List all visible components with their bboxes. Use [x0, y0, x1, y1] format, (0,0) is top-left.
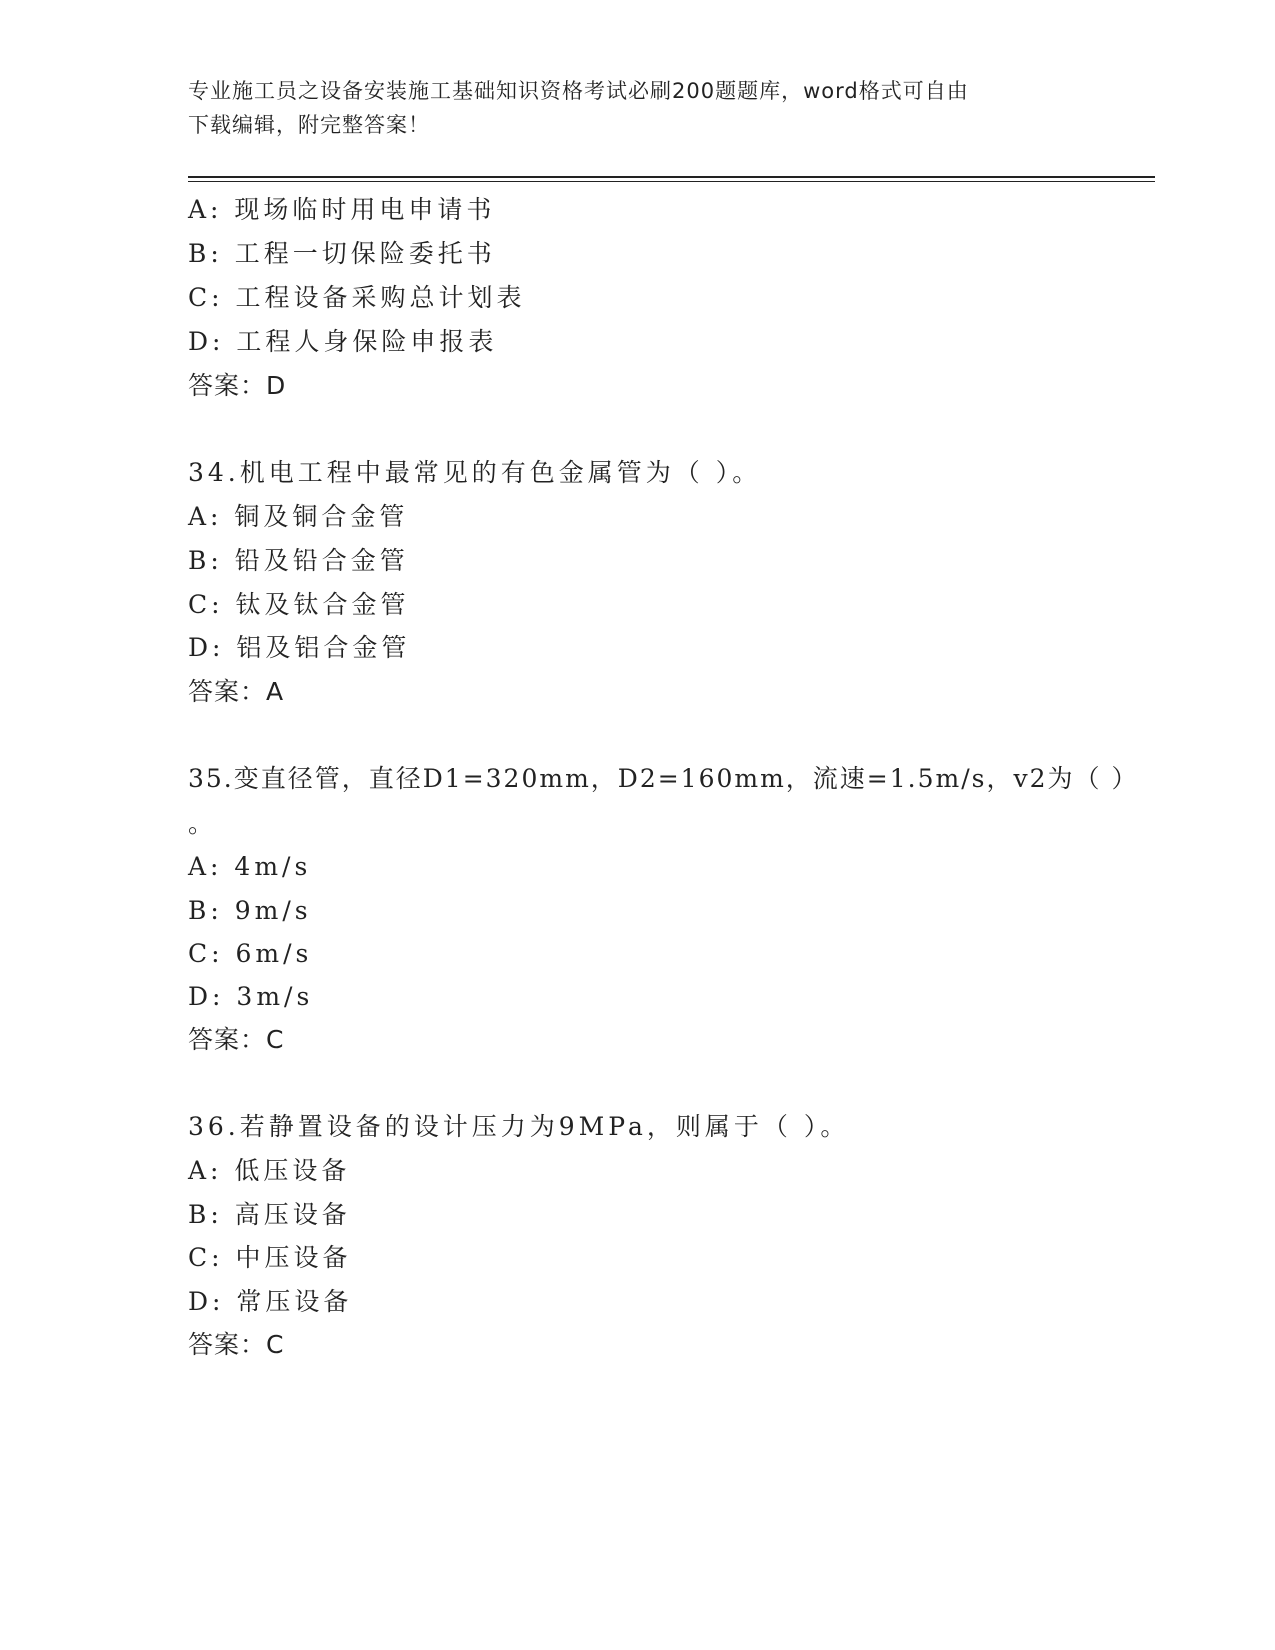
q36-question: 36.若静置设备的设计压力为9MPa，则属于（ ）。 [188, 1112, 850, 1141]
q34-option-d: D: 铝及铝合金管 [188, 633, 411, 662]
q35-option-d: D: 3m/s [188, 982, 314, 1011]
q33-option-d: D: 工程人身保险申报表 [188, 327, 498, 356]
header-line-2: 下载编辑，附完整答案！ [188, 113, 430, 137]
q36-option-d: D: 常压设备 [188, 1287, 353, 1316]
header-rule-bottom [188, 181, 1155, 182]
q34-question: 34.机电工程中最常见的有色金属管为（ ）。 [188, 458, 762, 487]
q34-answer: 答案：A [188, 677, 285, 706]
q33-option-a: A: 现场临时用电申请书 [188, 195, 496, 224]
q35-option-b: B: 9m/s [188, 896, 312, 925]
q35-question: 35.变直径管，直径D1=320mm，D2=160mm，流速=1.5m/s，v2为（ ） [188, 764, 1139, 793]
q36-option-c: C: 中压设备 [188, 1243, 352, 1272]
q34-option-c: C: 钛及钛合金管 [188, 590, 410, 619]
q33-option-b: B: 工程一切保险委托书 [188, 239, 496, 268]
q35-answer: 答案：C [188, 1025, 285, 1054]
q35-question-continuation: 。 [188, 809, 218, 838]
q36-option-a: A: 低压设备 [188, 1156, 351, 1185]
q36-option-b: B: 高压设备 [188, 1200, 351, 1229]
q36-answer: 答案：C [188, 1330, 285, 1359]
q34-option-b: B: 铅及铅合金管 [188, 546, 409, 575]
q35-option-c: C: 6m/s [188, 939, 313, 968]
document-header [188, 74, 1088, 142]
q33-option-c: C: 工程设备采购总计划表 [188, 283, 526, 312]
q33-answer: 答案：D [188, 371, 287, 400]
header-line-1: 专业施工员之设备安装施工基础知识资格考试必刷200题题库，word格式可自由 [188, 79, 969, 103]
q35-option-a: A: 4m/s [188, 852, 312, 881]
header-rule-top [188, 176, 1155, 178]
q34-option-a: A: 铜及铜合金管 [188, 502, 409, 531]
